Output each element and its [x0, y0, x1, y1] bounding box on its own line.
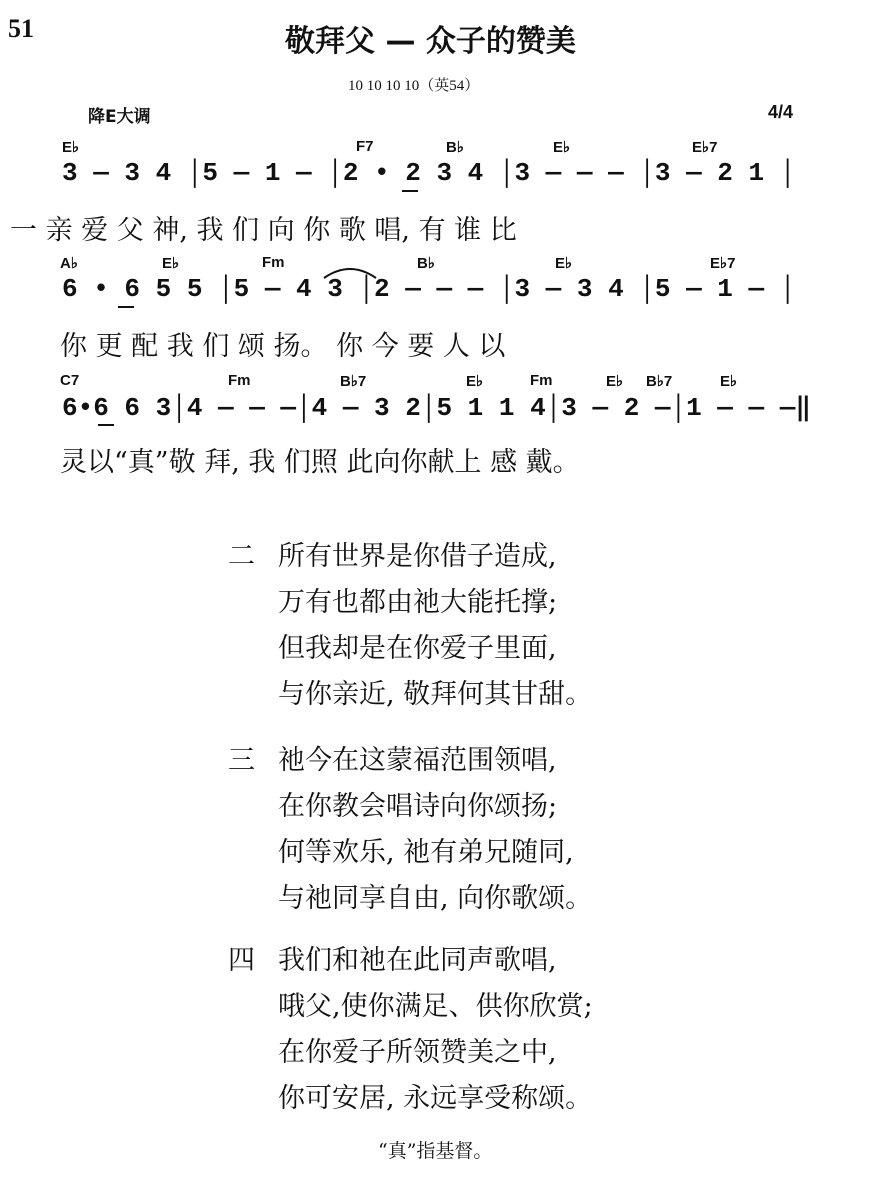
time-signature: 4/4	[768, 102, 794, 122]
chord: E♭7	[692, 139, 718, 156]
chord: Fm	[228, 372, 251, 389]
verse-line: 与祂同享自由, 向你歌颂。	[278, 883, 593, 914]
hymn-number: 51	[8, 14, 34, 43]
chord: E♭	[720, 373, 738, 390]
chord: E♭	[466, 373, 484, 390]
verse-line: 我们和祂在此同声歌唱,	[278, 945, 557, 976]
key-signature: 降E大调	[88, 107, 151, 127]
notation-line: 3 — 3 4 │5 — 1 — │2 • 2 3 4 │3 — — — │3 — 2 1 │	[62, 158, 796, 188]
verse-line: 所有世界是你借子造成,	[278, 541, 557, 572]
chord: E♭	[555, 255, 573, 272]
chord: B♭	[446, 139, 464, 156]
verse-line: 祂今在这蒙福范围领唱,	[278, 745, 557, 776]
verse-line: 你可安居, 永远享受称颂。	[278, 1083, 593, 1114]
chord: B♭7	[646, 373, 673, 390]
chord: E♭	[606, 373, 624, 390]
chord: E♭	[62, 139, 80, 156]
chord: Fm	[262, 254, 285, 271]
verse-number: 二	[228, 541, 255, 572]
verse-line: 何等欢乐, 祂有弟兄随同,	[278, 837, 574, 868]
verse-line: 万有也都由祂大能托撑;	[278, 587, 558, 618]
chord: Fm	[530, 372, 553, 389]
lyric-line: 一 亲 爱 父 神, 我 们 向 你 歌 唱, 有 谁 比	[10, 215, 517, 246]
verse-line: 哦父,使你满足、供你欣赏;	[278, 991, 593, 1022]
chord: E♭7	[710, 255, 736, 272]
notation-line: 6•6 6 3│4 — — —│4 — 3 2│5 1 1 4│3 — 2 —│1 — — —‖	[62, 393, 811, 423]
underline-mark	[98, 424, 114, 426]
hymn-title: 敬拜父 — 众子的赞美	[285, 24, 576, 59]
lyric-line: 灵以“真”敬 拜, 我 们照 此向你献上 感 戴。	[60, 447, 580, 478]
lyric-line: 你 更 配 我 们 颂 扬。 你 今 要 人 以	[60, 331, 506, 362]
verse-line: 在你爱子所领赞美之中,	[278, 1037, 557, 1068]
meter-line: 10 10 10 10（英54）	[348, 78, 480, 94]
chord: E♭	[553, 139, 571, 156]
notation-line: 6 • 6 5 5 │5 — 4 3 │2 — — — │3 — 3 4 │5 — 1 — │	[62, 274, 796, 304]
underline-mark	[402, 190, 418, 192]
footnote: “真”指基督。	[378, 1140, 493, 1162]
chord: B♭7	[340, 373, 367, 390]
verse-line: 在你教会唱诗向你颂扬;	[278, 791, 558, 822]
chord: E♭	[162, 255, 180, 272]
chord: B♭	[417, 255, 435, 272]
chord: C7	[60, 372, 80, 389]
verse-number: 三	[228, 745, 255, 776]
verse-line: 与你亲近, 敬拜何其甘甜。	[278, 679, 593, 710]
verse-number: 四	[228, 945, 255, 976]
verse-line: 但我却是在你爱子里面,	[278, 633, 557, 664]
underline-mark	[118, 306, 134, 308]
chord: F7	[356, 138, 374, 155]
chord: A♭	[60, 255, 78, 272]
